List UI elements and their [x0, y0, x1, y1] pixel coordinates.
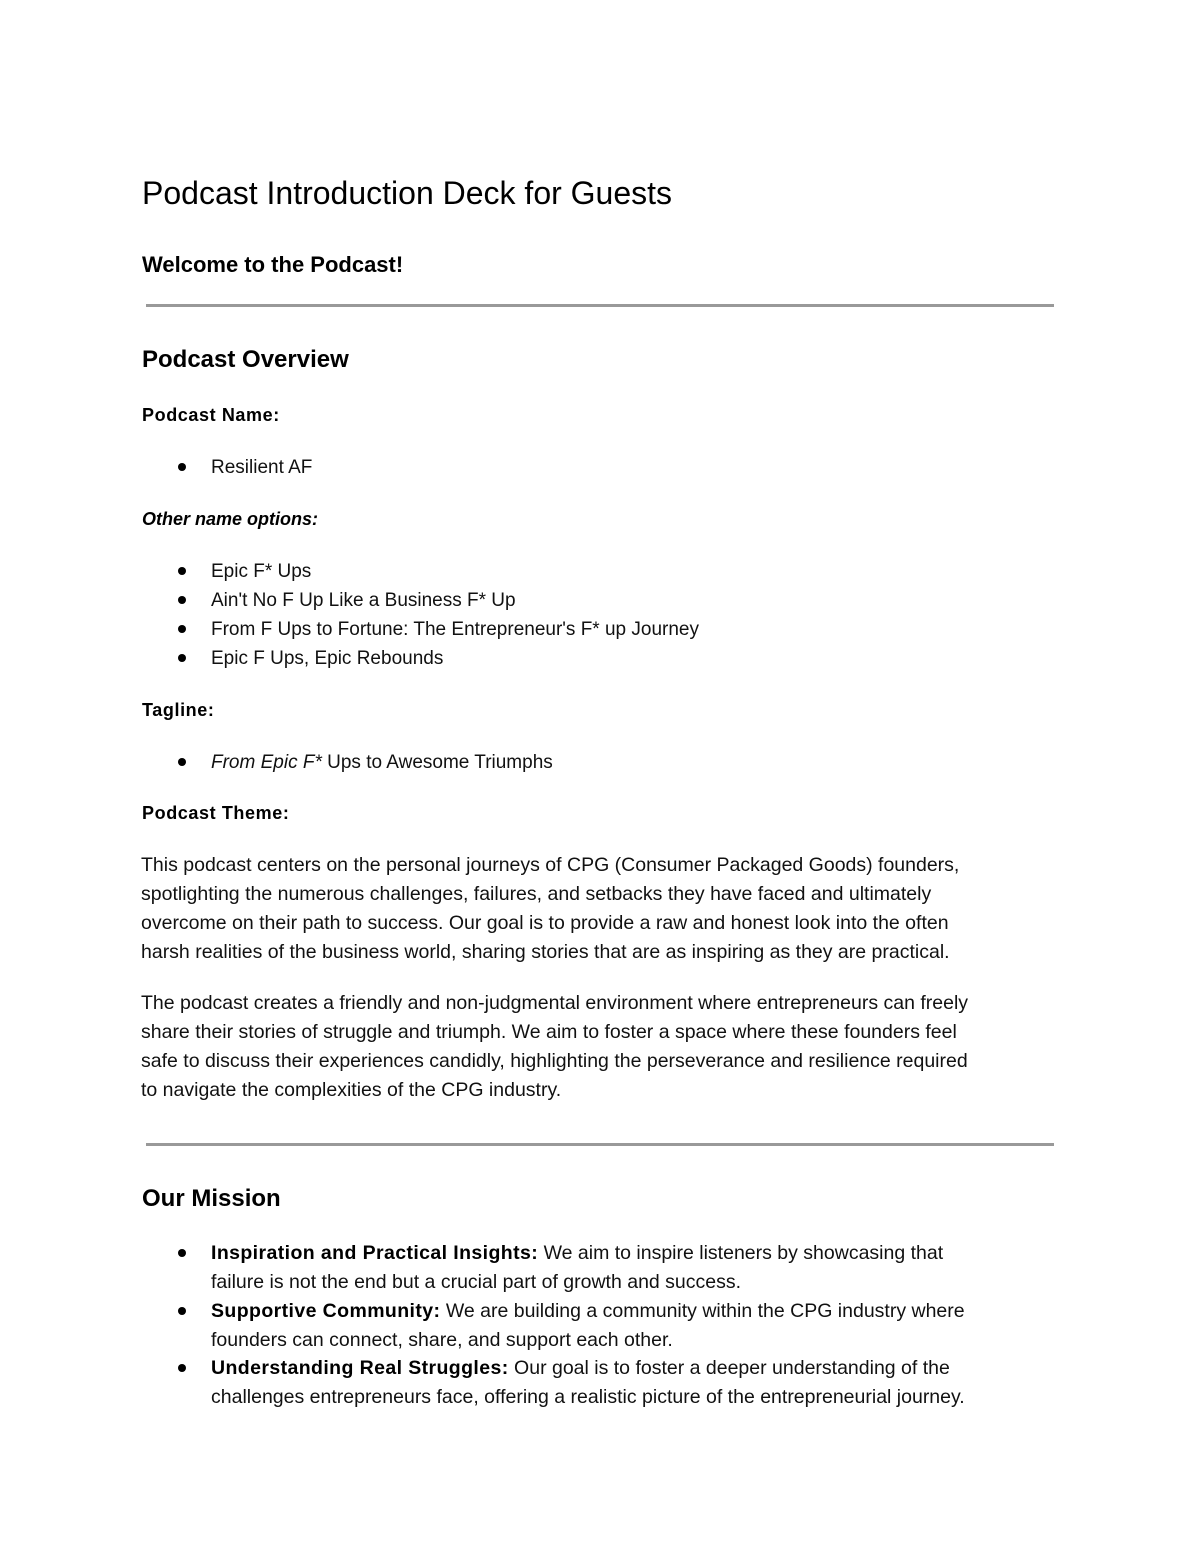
mission-item-body: failure is not the end but a crucial part of growth and success. [211, 1271, 742, 1293]
paragraph-line: safe to discuss their experiences candidly, highlighting the perseverance and resilience required [141, 1050, 968, 1072]
bullet-icon [178, 1364, 186, 1372]
page-title: Podcast Introduction Deck for Guests [142, 175, 673, 211]
podcast-theme-label: Podcast Theme: [142, 803, 290, 823]
mission-item-body: We aim to inspire listeners by showcasing that [538, 1242, 944, 1264]
mission-item-text [211, 1354, 1071, 1412]
list-item-text: Epic F Ups, Epic Rebounds [211, 648, 444, 669]
list-item-text: Resilient AF [211, 457, 313, 478]
mission-item-body: We are building a community within the CPG industry where [440, 1300, 965, 1322]
bullet-icon [178, 758, 186, 766]
mission-item-label: Understanding Real Struggles: [211, 1357, 509, 1379]
paragraph-line: This podcast centers on the personal journeys of CPG (Consumer Packaged Goods) founders, [141, 854, 960, 876]
mission-item-label: Supportive Community: [211, 1300, 441, 1322]
list-item-text: Ain't No F Up Like a Business F* Up [211, 590, 516, 611]
list-item-text: Epic F* Ups [211, 561, 312, 582]
section-divider [146, 304, 1054, 307]
paragraph-line: spotlighting the numerous challenges, failures, and setbacks they have faced and ultimately [141, 883, 932, 905]
paragraph-line: to navigate the complexities of the CPG industry. [141, 1079, 562, 1101]
tagline-text [211, 748, 553, 777]
tagline-label: Tagline: [142, 700, 215, 720]
paragraph-line: harsh realities of the business world, sharing stories that are as inspiring as they are practical. [141, 941, 950, 963]
bullet-icon [178, 596, 186, 604]
podcast-name-label: Podcast Name: [142, 405, 280, 425]
section-divider [146, 1143, 1054, 1146]
welcome-subtitle: Welcome to the Podcast! [142, 252, 404, 277]
theme-paragraph-1 [141, 851, 1071, 967]
bullet-icon [178, 1307, 186, 1315]
mission-item-label: Inspiration and Practical Insights: [211, 1242, 539, 1264]
paragraph-line: The podcast creates a friendly and non-judgmental environment where entrepreneurs can freely [141, 992, 969, 1014]
paragraph-line: share their stories of struggle and triumph. We aim to foster a space where these founders feel [141, 1021, 957, 1043]
bullet-icon [178, 654, 186, 662]
list-item-text: From F Ups to Fortune: The Entrepreneur's F* up Journey [211, 619, 699, 640]
theme-paragraph-2 [141, 989, 1071, 1105]
bullet-icon [178, 463, 186, 471]
mission-item-body: founders can connect, share, and support each other. [211, 1329, 673, 1351]
mission-item-text [211, 1297, 1071, 1355]
tagline-rest: Ups to Awesome Triumphs [321, 752, 553, 773]
mission-item-body: Our goal is to foster a deeper understanding of the [508, 1357, 950, 1379]
bullet-icon [178, 625, 186, 633]
mission-item-text [211, 1239, 1071, 1297]
bullet-icon [178, 567, 186, 575]
other-names-label: Other name options: [142, 509, 319, 529]
paragraph-line: overcome on their path to success. Our goal is to provide a raw and honest look into the often [141, 912, 949, 934]
bullet-icon [178, 1249, 186, 1257]
tagline-italic: From Epic F* [211, 752, 322, 773]
overview-heading: Podcast Overview [142, 346, 349, 373]
mission-heading: Our Mission [142, 1185, 281, 1212]
mission-item-body: challenges entrepreneurs face, offering a realistic picture of the entrepreneurial journey. [211, 1386, 965, 1408]
